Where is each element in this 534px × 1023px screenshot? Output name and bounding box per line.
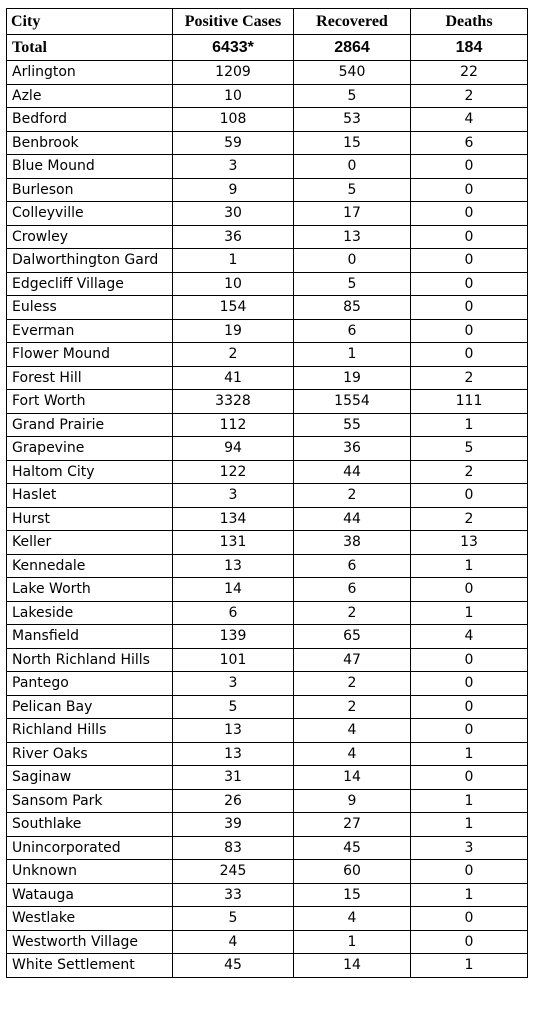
recovered-cell: 13 (294, 225, 411, 249)
city-name: Everman (7, 319, 173, 343)
recovered-cell: 44 (294, 460, 411, 484)
header-city: City (7, 9, 173, 35)
table-row (7, 719, 528, 743)
header-row (7, 9, 528, 35)
table-row (7, 484, 528, 508)
table-body (7, 35, 528, 978)
positive-cases-cell: 154 (173, 296, 294, 320)
recovered-cell: 0 (294, 155, 411, 179)
city-name: North Richland Hills (7, 648, 173, 672)
city-name: Unknown (7, 860, 173, 884)
recovered-cell: 15 (294, 883, 411, 907)
recovered-cell: 53 (294, 108, 411, 132)
recovered-cell: 540 (294, 61, 411, 85)
recovered-cell: 60 (294, 860, 411, 884)
deaths-cell: 4 (411, 108, 528, 132)
table-row (7, 296, 528, 320)
table-row (7, 789, 528, 813)
deaths-cell: 5 (411, 437, 528, 461)
positive-cases-cell: 3328 (173, 390, 294, 414)
positive-cases-cell: 122 (173, 460, 294, 484)
deaths-cell: 0 (411, 930, 528, 954)
recovered-cell: 19 (294, 366, 411, 390)
positive-cases-cell: 4 (173, 930, 294, 954)
recovered-cell: 4 (294, 907, 411, 931)
total-label: Total (7, 35, 173, 61)
positive-cases-cell: 83 (173, 836, 294, 860)
deaths-cell: 1 (411, 883, 528, 907)
city-name: Unincorporated (7, 836, 173, 860)
positive-cases-cell: 10 (173, 84, 294, 108)
city-name: Dalworthington Gard (7, 249, 173, 273)
positive-cases-cell: 19 (173, 319, 294, 343)
positive-cases-cell: 33 (173, 883, 294, 907)
positive-cases-cell: 2 (173, 343, 294, 367)
deaths-cell: 1 (411, 413, 528, 437)
positive-cases-cell: 45 (173, 954, 294, 978)
deaths-cell: 0 (411, 672, 528, 696)
deaths-cell: 2 (411, 507, 528, 531)
positive-cases-cell: 245 (173, 860, 294, 884)
table-row (7, 249, 528, 273)
table-row (7, 625, 528, 649)
deaths-cell: 111 (411, 390, 528, 414)
deaths-cell: 0 (411, 695, 528, 719)
city-name: Forest Hill (7, 366, 173, 390)
recovered-cell: 0 (294, 249, 411, 273)
deaths-cell: 1 (411, 601, 528, 625)
table-row (7, 813, 528, 837)
recovered-cell: 38 (294, 531, 411, 555)
recovered-cell: 4 (294, 719, 411, 743)
deaths-cell: 2 (411, 460, 528, 484)
positive-cases-cell: 14 (173, 578, 294, 602)
table-row (7, 178, 528, 202)
deaths-cell: 4 (411, 625, 528, 649)
deaths-cell: 0 (411, 155, 528, 179)
recovered-cell: 14 (294, 954, 411, 978)
city-name: Mansfield (7, 625, 173, 649)
table-row (7, 131, 528, 155)
positive-cases-cell: 26 (173, 789, 294, 813)
positive-cases-cell: 9 (173, 178, 294, 202)
positive-cases-cell: 1 (173, 249, 294, 273)
table-row (7, 366, 528, 390)
deaths-cell: 0 (411, 907, 528, 931)
city-name: Edgecliff Village (7, 272, 173, 296)
deaths-cell: 6 (411, 131, 528, 155)
recovered-cell: 4 (294, 742, 411, 766)
table-row (7, 648, 528, 672)
recovered-cell: 36 (294, 437, 411, 461)
total-deaths: 184 (411, 35, 528, 61)
positive-cases-cell: 139 (173, 625, 294, 649)
recovered-cell: 6 (294, 319, 411, 343)
deaths-cell: 13 (411, 531, 528, 555)
positive-cases-cell: 94 (173, 437, 294, 461)
recovered-cell: 45 (294, 836, 411, 860)
deaths-cell: 1 (411, 813, 528, 837)
recovered-cell: 65 (294, 625, 411, 649)
table-row (7, 672, 528, 696)
table-row (7, 84, 528, 108)
city-name: Sansom Park (7, 789, 173, 813)
table-row (7, 954, 528, 978)
recovered-cell: 17 (294, 202, 411, 226)
city-name: Watauga (7, 883, 173, 907)
deaths-cell: 0 (411, 249, 528, 273)
deaths-cell: 0 (411, 860, 528, 884)
positive-cases-cell: 101 (173, 648, 294, 672)
city-name: Colleyville (7, 202, 173, 226)
header-deaths: Deaths (411, 9, 528, 35)
positive-cases-cell: 131 (173, 531, 294, 555)
positive-cases-cell: 36 (173, 225, 294, 249)
recovered-cell: 14 (294, 766, 411, 790)
city-name: Pelican Bay (7, 695, 173, 719)
table-row (7, 225, 528, 249)
table-row (7, 883, 528, 907)
recovered-cell: 2 (294, 672, 411, 696)
table-row (7, 343, 528, 367)
city-name: Pantego (7, 672, 173, 696)
deaths-cell: 0 (411, 296, 528, 320)
city-name: Bedford (7, 108, 173, 132)
city-name: Haltom City (7, 460, 173, 484)
header-recovered: Recovered (294, 9, 411, 35)
table-row (7, 155, 528, 179)
city-name: Southlake (7, 813, 173, 837)
deaths-cell: 1 (411, 954, 528, 978)
deaths-cell: 0 (411, 343, 528, 367)
table-row (7, 766, 528, 790)
deaths-cell: 0 (411, 178, 528, 202)
table-row (7, 554, 528, 578)
table-row (7, 108, 528, 132)
deaths-cell: 0 (411, 319, 528, 343)
city-name: Lakeside (7, 601, 173, 625)
recovered-cell: 5 (294, 272, 411, 296)
deaths-cell: 2 (411, 366, 528, 390)
positive-cases-cell: 5 (173, 907, 294, 931)
city-name: Keller (7, 531, 173, 555)
table-row (7, 930, 528, 954)
city-name: Hurst (7, 507, 173, 531)
positive-cases-cell: 41 (173, 366, 294, 390)
positive-cases-cell: 39 (173, 813, 294, 837)
table-row (7, 413, 528, 437)
deaths-cell: 3 (411, 836, 528, 860)
positive-cases-cell: 3 (173, 484, 294, 508)
recovered-cell: 44 (294, 507, 411, 531)
deaths-cell: 0 (411, 484, 528, 508)
recovered-cell: 85 (294, 296, 411, 320)
city-name: Fort Worth (7, 390, 173, 414)
positive-cases-cell: 30 (173, 202, 294, 226)
deaths-cell: 0 (411, 766, 528, 790)
positive-cases-cell: 59 (173, 131, 294, 155)
deaths-cell: 1 (411, 742, 528, 766)
positive-cases-cell: 13 (173, 554, 294, 578)
table-row (7, 390, 528, 414)
table-row (7, 836, 528, 860)
table-row (7, 531, 528, 555)
city-name: Crowley (7, 225, 173, 249)
deaths-cell: 0 (411, 648, 528, 672)
city-name: Arlington (7, 61, 173, 85)
deaths-cell: 22 (411, 61, 528, 85)
deaths-cell: 1 (411, 789, 528, 813)
table-row (7, 695, 528, 719)
city-name: Grand Prairie (7, 413, 173, 437)
city-name: Haslet (7, 484, 173, 508)
table-row (7, 460, 528, 484)
city-name: Kennedale (7, 554, 173, 578)
recovered-cell: 1554 (294, 390, 411, 414)
positive-cases-cell: 10 (173, 272, 294, 296)
city-name: Benbrook (7, 131, 173, 155)
positive-cases-cell: 6 (173, 601, 294, 625)
recovered-cell: 2 (294, 601, 411, 625)
deaths-cell: 0 (411, 719, 528, 743)
recovered-cell: 9 (294, 789, 411, 813)
table-row (7, 507, 528, 531)
positive-cases-cell: 13 (173, 719, 294, 743)
city-name: Flower Mound (7, 343, 173, 367)
city-name: White Settlement (7, 954, 173, 978)
city-name: Richland Hills (7, 719, 173, 743)
positive-cases-cell: 108 (173, 108, 294, 132)
deaths-cell: 0 (411, 272, 528, 296)
table-row (7, 907, 528, 931)
total-recovered: 2864 (294, 35, 411, 61)
city-name: Grapevine (7, 437, 173, 461)
deaths-cell: 0 (411, 578, 528, 602)
table-row (7, 61, 528, 85)
city-name: River Oaks (7, 742, 173, 766)
positive-cases-cell: 31 (173, 766, 294, 790)
positive-cases-cell: 112 (173, 413, 294, 437)
recovered-cell: 55 (294, 413, 411, 437)
total-row (7, 35, 528, 61)
table-row (7, 319, 528, 343)
city-name: Blue Mound (7, 155, 173, 179)
table-row (7, 437, 528, 461)
city-name: Westworth Village (7, 930, 173, 954)
deaths-cell: 0 (411, 225, 528, 249)
recovered-cell: 15 (294, 131, 411, 155)
deaths-cell: 1 (411, 554, 528, 578)
total-positive-cases: 6433* (173, 35, 294, 61)
city-name: Euless (7, 296, 173, 320)
positive-cases-cell: 1209 (173, 61, 294, 85)
recovered-cell: 1 (294, 930, 411, 954)
recovered-cell: 5 (294, 84, 411, 108)
table-header (7, 9, 528, 35)
city-name: Burleson (7, 178, 173, 202)
recovered-cell: 2 (294, 695, 411, 719)
recovered-cell: 5 (294, 178, 411, 202)
city-name: Lake Worth (7, 578, 173, 602)
cases-table (6, 8, 528, 978)
table-row (7, 601, 528, 625)
recovered-cell: 47 (294, 648, 411, 672)
positive-cases-cell: 5 (173, 695, 294, 719)
city-name: Azle (7, 84, 173, 108)
city-name: Westlake (7, 907, 173, 931)
deaths-cell: 0 (411, 202, 528, 226)
recovered-cell: 1 (294, 343, 411, 367)
recovered-cell: 6 (294, 554, 411, 578)
positive-cases-cell: 3 (173, 672, 294, 696)
table-row (7, 272, 528, 296)
deaths-cell: 2 (411, 84, 528, 108)
positive-cases-cell: 13 (173, 742, 294, 766)
header-positive-cases: Positive Cases (173, 9, 294, 35)
table-row (7, 202, 528, 226)
positive-cases-cell: 3 (173, 155, 294, 179)
recovered-cell: 6 (294, 578, 411, 602)
table-row (7, 742, 528, 766)
city-name: Saginaw (7, 766, 173, 790)
positive-cases-cell: 134 (173, 507, 294, 531)
table-row (7, 860, 528, 884)
recovered-cell: 27 (294, 813, 411, 837)
recovered-cell: 2 (294, 484, 411, 508)
table-row (7, 578, 528, 602)
